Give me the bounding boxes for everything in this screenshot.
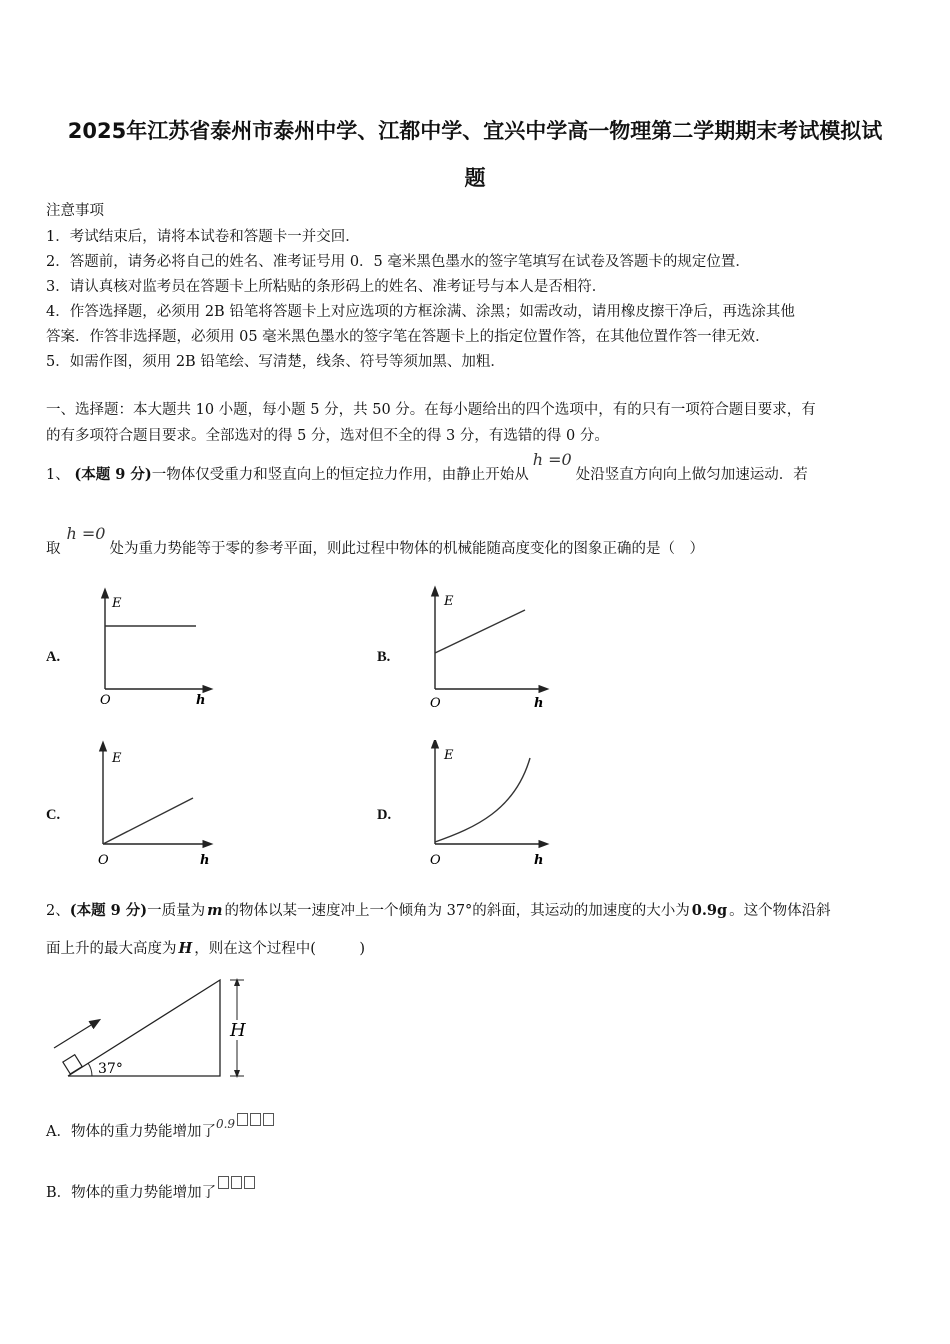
graph-c-origin: O <box>98 853 109 868</box>
q1-line1 <box>46 450 808 483</box>
q2-option-a-math: 0.9 <box>215 1117 236 1131</box>
graph-c-y-label: E <box>112 751 122 766</box>
q1-line2 <box>46 524 704 557</box>
q1-graph-d[interactable] <box>420 740 555 870</box>
q2-text-a: 一质量为 <box>147 903 206 919</box>
notice-item-4-cont: 答案．作答非选择题，必须用 05 毫米黑色墨水的签字笔在答题卡上的指定位置作答，在其他位置作答一律无效． <box>46 329 770 345</box>
q2-line2-b: ，则在这个过程中( ) <box>194 941 366 957</box>
q2-line2 <box>46 942 365 957</box>
section1-intro-line2: 的有多项符合题目要求。全部选对的得 5 分，选对但不全的得 3 分，有选错的得 0 分。 <box>46 428 609 444</box>
incline-triangle <box>68 980 220 1076</box>
q1-math-h0-a: h =0 <box>532 450 572 469</box>
incline-velocity-arrow <box>54 1022 96 1048</box>
missing-glyph-icon <box>263 1113 274 1126</box>
q1-number: 1、 <box>46 467 70 483</box>
graph-c-curve <box>103 798 193 844</box>
q1-option-c-label[interactable]: C. <box>46 807 61 823</box>
graph-c-x-label: h <box>200 853 210 868</box>
q2-line2-a: 面上升的最大高度为 <box>46 941 177 957</box>
q2-number: 2、 <box>46 903 70 919</box>
q2-line1 <box>46 904 831 919</box>
notice-item-1: 1．考试结束后，请将本试卷和答题卡一并交回． <box>46 229 360 245</box>
q1-graph-c[interactable] <box>88 740 223 870</box>
graph-b-curve <box>435 610 525 653</box>
graph-b-origin: O <box>430 696 441 711</box>
notice-item-4: 4．作答选择题，必须用 2B 铅笔将答题卡上对应选项的方框涂满、涂黑；如需改动，请用橡皮擦干净后，再选涂其他 <box>46 304 795 320</box>
notice-item-3: 3．请认真核对监考员在答题卡上所粘贴的条形码上的姓名、准考证号与本人是否相符． <box>46 279 607 295</box>
graph-d-x-label: h <box>534 853 544 868</box>
q2-option-a[interactable] <box>46 1117 274 1140</box>
missing-glyph-icon <box>218 1176 229 1189</box>
q2-option-b[interactable] <box>46 1182 255 1201</box>
q2-text-c: 。这个物体沿斜 <box>729 903 831 919</box>
exam-title-line2: 题 <box>464 166 486 190</box>
graph-a-origin: O <box>100 693 111 708</box>
q1-graph-a[interactable] <box>90 585 220 715</box>
missing-glyph-icon <box>250 1113 261 1126</box>
q1-text-a: 一物体仅受重力和竖直向上的恒定拉力作用，由静止开始从 <box>151 467 529 483</box>
missing-glyph-icon <box>244 1176 255 1189</box>
q2-acceleration: 0.9g <box>691 902 728 919</box>
incline-angle-label: 37° <box>98 1061 123 1077</box>
graph-a-x-label: h <box>196 693 206 708</box>
missing-glyph-icon <box>231 1176 242 1189</box>
q1-math-h0-b: h =0 <box>66 524 106 543</box>
section1-intro-line1: 一、选择题：本大题共 10 小题，每小题 5 分，共 50 分。在每小题给出的四个选项中，有的只有一项符合题目要求，有 <box>46 402 816 418</box>
graph-d-origin: O <box>430 853 441 868</box>
q1-text-d: 处为重力势能等于零的参考平面，则此过程中物体的机械能随高度变化的图象正确的是（ ） <box>109 541 704 557</box>
q2-score: (本题 9 分) <box>69 902 148 919</box>
graph-d-curve <box>435 758 530 842</box>
graph-b-y-label: E <box>444 594 454 609</box>
incline-block <box>63 1055 82 1074</box>
graph-b-x-label: h <box>534 696 544 711</box>
incline-height-label: H <box>230 1020 246 1041</box>
q1-option-a-label[interactable]: A. <box>46 649 61 665</box>
graph-d-y-label: E <box>444 748 454 763</box>
exam-title-line1: 2025年江苏省泰州市泰州中学、江都中学、宜兴中学高一物理第二学期期末考试模拟试 <box>67 119 883 143</box>
q1-score: (本题 9 分) <box>74 466 152 483</box>
notice-item-5: 5．如需作图，须用 2B 铅笔绘、写清楚，线条、符号等须加黑、加粗． <box>46 354 505 370</box>
notice-item-2: 2．答题前，请务必将自己的姓名、准考证号用 0．5 毫米黑色墨水的签字笔填写在试卷及答题卡的规定位置． <box>46 254 750 270</box>
q1-option-d-label[interactable]: D. <box>377 807 392 823</box>
q2-height-symbol: H <box>178 940 193 957</box>
notice-heading: 注意事项 <box>46 203 104 219</box>
q1-text-b: 处沿竖直方向向上做匀加速运动．若 <box>575 467 808 483</box>
q2-text-b: 的物体以某一速度冲上一个倾角为 37°的斜面，其运动的加速度的大小为 <box>224 903 690 919</box>
q1-graph-b[interactable] <box>420 585 555 715</box>
q1-option-b-label[interactable]: B. <box>377 649 391 665</box>
incline-angle-arc <box>88 1063 92 1076</box>
q2-option-a-text: A．物体的重力势能增加了 <box>46 1124 216 1140</box>
q2-incline-diagram <box>40 970 270 1085</box>
q2-mass-symbol: m <box>207 902 223 919</box>
q1-text-c: 取 <box>46 541 61 557</box>
q2-option-b-text: B．物体的重力势能增加了 <box>46 1185 217 1201</box>
graph-a-y-label: E <box>112 596 122 611</box>
missing-glyph-icon <box>237 1113 248 1126</box>
